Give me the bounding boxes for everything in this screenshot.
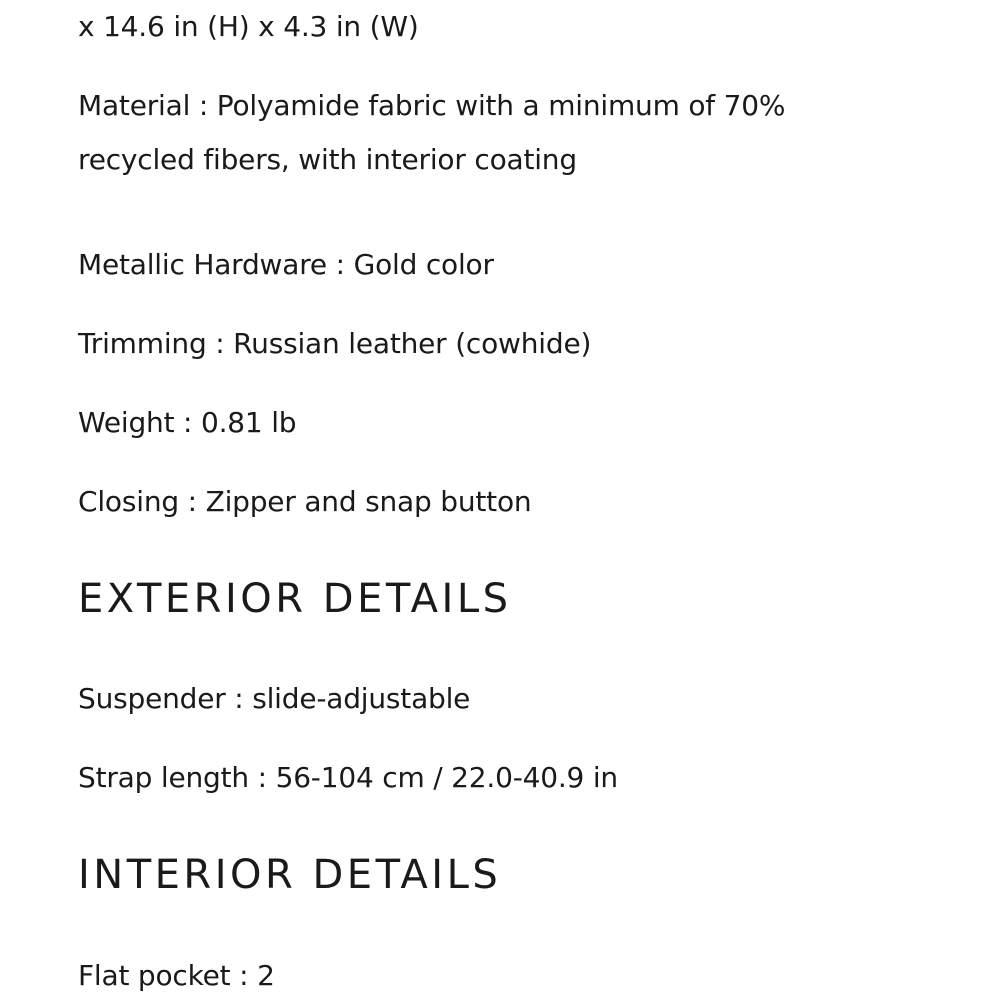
closing-text: Closing : Zipper and snap button: [78, 485, 532, 518]
weight-text: Weight : 0.81 lb: [78, 406, 297, 439]
material-text-continued: recycled fibers, with interior coating: [78, 143, 577, 176]
interior-details-heading: INTERIOR DETAILS: [78, 852, 502, 898]
exterior-details-heading: EXTERIOR DETAILS: [78, 576, 512, 622]
flat-pocket-text: Flat pocket : 2: [78, 959, 275, 992]
suspender-text: Suspender : slide-adjustable: [78, 682, 471, 715]
dimensions-text: x 14.6 in (H) x 4.3 in (W): [78, 10, 419, 43]
hardware-text: Metallic Hardware : Gold color: [78, 248, 494, 281]
material-text: Material : Polyamide fabric with a minimum of 70%: [78, 89, 786, 122]
strap-length-text: Strap length : 56-104 cm / 22.0-40.9 in: [78, 761, 618, 794]
trimming-text: Trimming : Russian leather (cowhide): [78, 327, 592, 360]
